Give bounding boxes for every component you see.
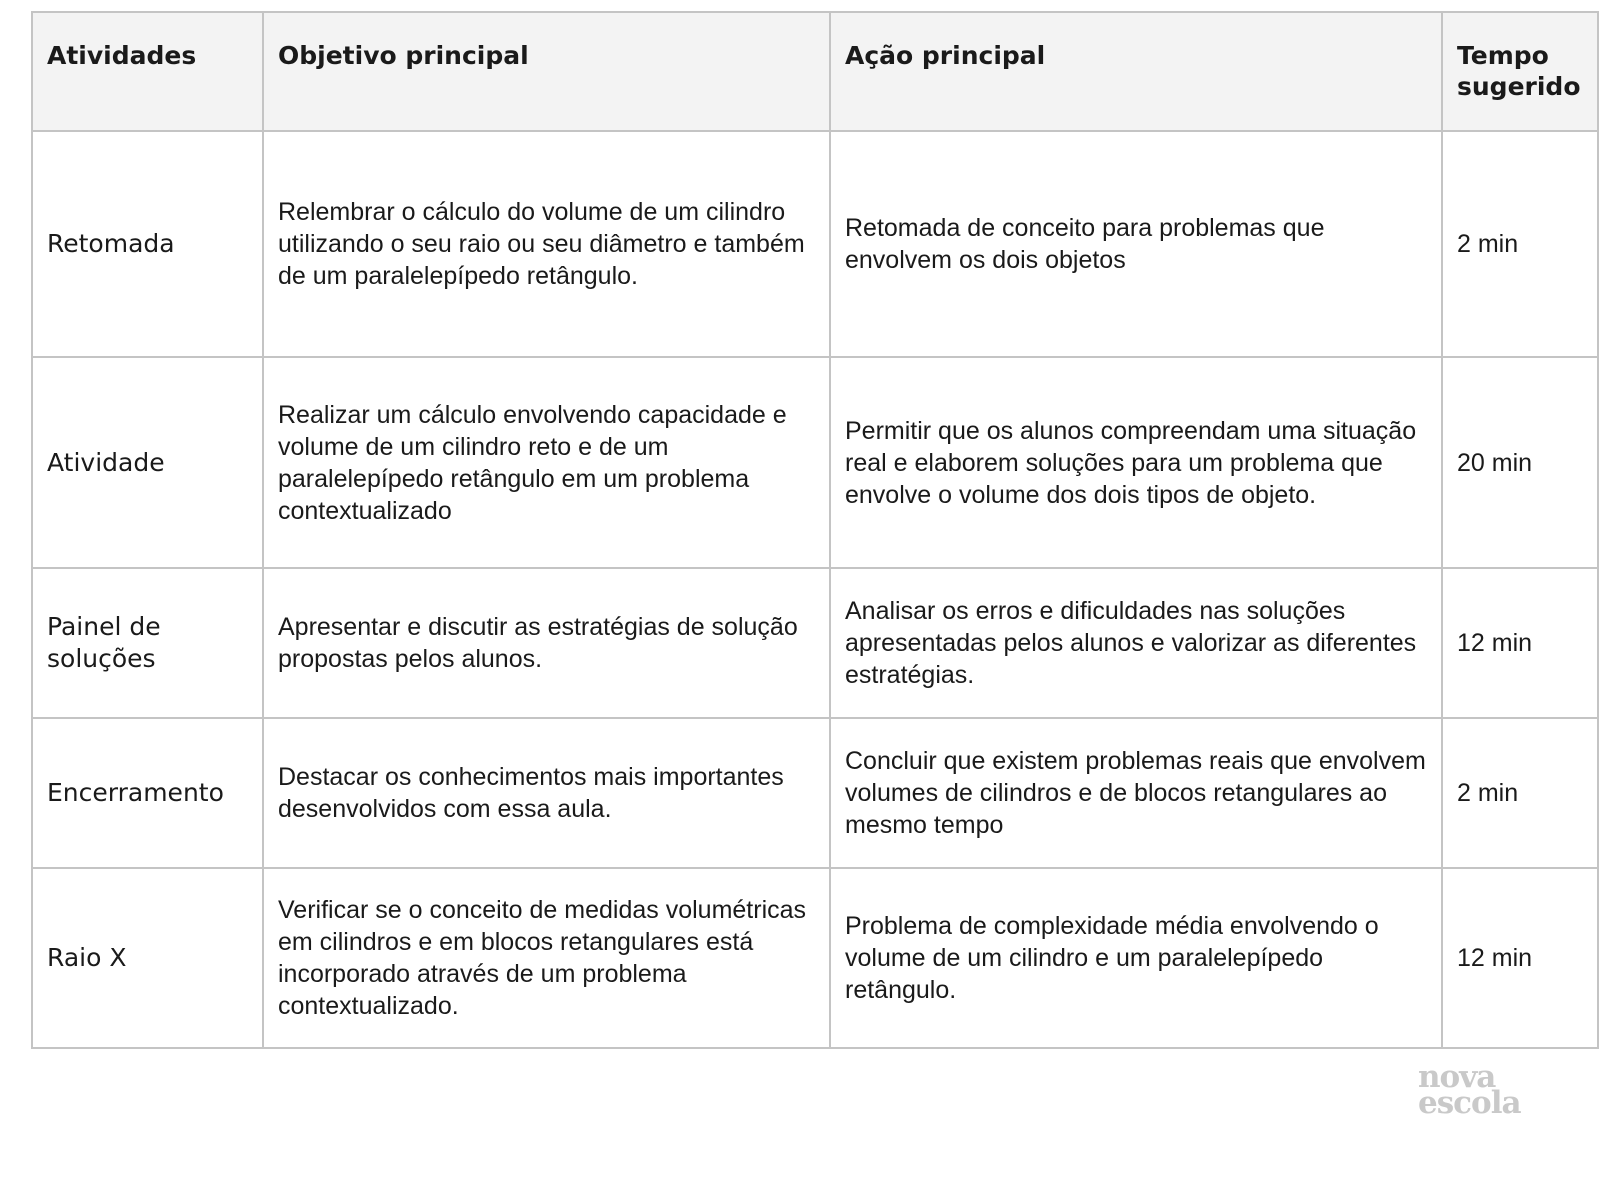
activity-cell: Painel de soluções	[32, 568, 263, 718]
objective-cell: Verificar se o conceito de medidas volumétricas em cilindros e em blocos retangulares está incorporado através de um problema contextualizado.	[263, 868, 830, 1048]
header-activities: Atividades	[32, 12, 263, 131]
action-cell: Problema de complexidade média envolvendo o volume de um cilindro e um paralelepípedo retângulo.	[830, 868, 1442, 1048]
action-cell: Analisar os erros e dificuldades nas soluções apresentadas pelos alunos e valorizar as diferentes estratégias.	[830, 568, 1442, 718]
lesson-plan-table	[31, 11, 1599, 1049]
action-cell: Retomada de conceito para problemas que envolvem os dois objetos	[830, 131, 1442, 357]
activity-cell: Retomada	[32, 131, 263, 357]
action-cell: Concluir que existem problemas reais que envolvem volumes de cilindros e de blocos retangulares ao mesmo tempo	[830, 718, 1442, 868]
objective-cell: Destacar os conhecimentos mais importantes desenvolvidos com essa aula.	[263, 718, 830, 868]
table-header	[32, 12, 1598, 131]
header-suggested-time: Tempo sugerido	[1442, 12, 1598, 131]
header-main-objective: Objetivo principal	[263, 12, 830, 131]
header-row	[32, 12, 1598, 131]
table-row	[32, 131, 1598, 357]
table-body	[32, 131, 1598, 1048]
table-row	[32, 357, 1598, 568]
time-cell: 2 min	[1442, 718, 1598, 868]
objective-cell: Relembrar o cálculo do volume de um cilindro utilizando o seu raio ou seu diâmetro e também de um paralelepípedo retângulo.	[263, 131, 830, 357]
time-cell: 20 min	[1442, 357, 1598, 568]
time-cell: 12 min	[1442, 868, 1598, 1048]
activity-cell: Raio X	[32, 868, 263, 1048]
nova-escola-logo	[1418, 1059, 1534, 1121]
objective-cell: Realizar um cálculo envolvendo capacidade e volume de um cilindro reto e de um paralelepípedo retângulo em um problema contextualizado	[263, 357, 830, 568]
time-cell: 2 min	[1442, 131, 1598, 357]
time-cell: 12 min	[1442, 568, 1598, 718]
activity-cell: Encerramento	[32, 718, 263, 868]
activity-cell: Atividade	[32, 357, 263, 568]
header-main-action: Ação principal	[830, 12, 1442, 131]
table-row	[32, 718, 1598, 868]
table-row	[32, 868, 1598, 1048]
logo-line-escola: escola	[1418, 1085, 1521, 1121]
objective-cell: Apresentar e discutir as estratégias de solução propostas pelos alunos.	[263, 568, 830, 718]
table-row	[32, 568, 1598, 718]
action-cell: Permitir que os alunos compreendam uma situação real e elaborem soluções para um problema que envolve o volume dos dois tipos de objeto.	[830, 357, 1442, 568]
logo-line-nova: nova	[1418, 1059, 1496, 1095]
